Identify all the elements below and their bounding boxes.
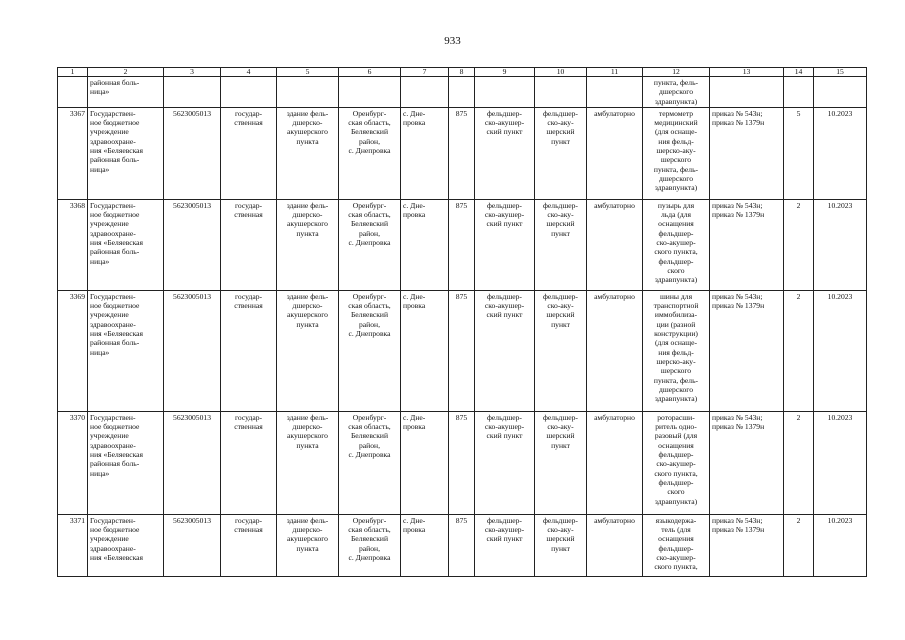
cell-item: пузырь для льда (для оснащения фельдшер- ско-акушер- ского пункта, фельдшер- ского здравпункта) — [643, 199, 710, 290]
table-row — [58, 199, 867, 290]
cell-locality: с. Дне- провка — [401, 199, 449, 290]
column-header: 1 — [58, 68, 88, 77]
cell-address: Оренбург- ская область, Беляевский район, с. Днепровка — [339, 514, 401, 576]
cell-subunit: фельдшер- ско-аку- шерский пункт — [535, 107, 587, 199]
page-number: 933 — [444, 35, 461, 47]
cell-building: здание фель- дшерско- акушерского пункта — [277, 514, 339, 576]
cell-item: пункта, фель- дшерского здравпункта) — [643, 77, 710, 108]
column-header: 6 — [339, 68, 401, 77]
cell-basis: приказ № 543н; приказ № 1379н — [710, 411, 784, 514]
cell-unit: фельдшер- ско-акушер- ский пункт — [475, 107, 535, 199]
cell-org: Государствен- ное бюджетное учреждение здравоохране- ния «Беляевская районная боль- ница» — [88, 199, 164, 290]
cell-qty: 2 — [784, 199, 814, 290]
cell-ownership: государ- ственная — [221, 411, 277, 514]
cell-locality: с. Дне- провка — [401, 411, 449, 514]
column-header: 3 — [164, 68, 221, 77]
cell-unit: фельдшер- ско-акушер- ский пункт — [475, 514, 535, 576]
cell-code: 875 — [449, 107, 475, 199]
column-header: 2 — [88, 68, 164, 77]
cell-ownership: государ- ственная — [221, 107, 277, 199]
cell-num: 3367 — [58, 107, 88, 199]
table-row — [58, 411, 867, 514]
cell-subunit: фельдшер- ско-аку- шерский пункт — [535, 290, 587, 411]
cell-address: Оренбург- ская область, Беляевский район, с. Днепровка — [339, 199, 401, 290]
cell-inn: 5623005013 — [164, 411, 221, 514]
cell-num: 3371 — [58, 514, 88, 576]
cell-num: 3370 — [58, 411, 88, 514]
cell-org: районная боль- ница» — [88, 77, 164, 108]
cell-locality: с. Дне- провка — [401, 290, 449, 411]
cell-care: амбулаторно — [587, 411, 643, 514]
cell-inn: 5623005013 — [164, 290, 221, 411]
cell-inn: 5623005013 — [164, 107, 221, 199]
cell-address: Оренбург- ская область, Беляевский район, с. Днепровка — [339, 290, 401, 411]
cell-num: 3369 — [58, 290, 88, 411]
cell-care: амбулаторно — [587, 107, 643, 199]
cell-locality: с. Дне- провка — [401, 107, 449, 199]
cell-basis: приказ № 543н; приказ № 1379н — [710, 290, 784, 411]
cell-care: амбулаторно — [587, 199, 643, 290]
cell-basis: приказ № 543н; приказ № 1379н — [710, 199, 784, 290]
cell-date: 10.2023 — [814, 290, 867, 411]
cell-org: Государствен- ное бюджетное учреждение здравоохране- ния «Беляевская районная боль- ница» — [88, 290, 164, 411]
cell-care: амбулаторно — [587, 290, 643, 411]
cell-building: здание фель- дшерско- акушерского пункта — [277, 107, 339, 199]
cell-date: 10.2023 — [814, 199, 867, 290]
cell-care: амбулаторно — [587, 514, 643, 576]
cell-code: 875 — [449, 199, 475, 290]
cell-date: 10.2023 — [814, 411, 867, 514]
cell-code: 875 — [449, 514, 475, 576]
cell-inn: 5623005013 — [164, 199, 221, 290]
cell-qty: 2 — [784, 290, 814, 411]
column-header: 15 — [814, 68, 867, 77]
cell-subunit: фельдшер- ско-аку- шерский пункт — [535, 514, 587, 576]
cell-unit: фельдшер- ско-акушер- ский пункт — [475, 290, 535, 411]
cell-inn: 5623005013 — [164, 514, 221, 576]
column-header: 13 — [710, 68, 784, 77]
cell-date: 10.2023 — [814, 107, 867, 199]
cell-unit: фельдшер- ско-акушер- ский пункт — [475, 411, 535, 514]
cell-org: Государствен- ное бюджетное учреждение здравоохране- ния «Беляевская районная боль- ница» — [88, 411, 164, 514]
cell-locality: с. Дне- провка — [401, 514, 449, 576]
cell-qty: 2 — [784, 514, 814, 576]
cell-date: 10.2023 — [814, 514, 867, 576]
cell-subunit: фельдшер- ско-аку- шерский пункт — [535, 199, 587, 290]
cell-ownership: государ- ственная — [221, 199, 277, 290]
cell-ownership: государ- ственная — [221, 514, 277, 576]
column-header: 9 — [475, 68, 535, 77]
cell-qty: 2 — [784, 411, 814, 514]
cell-org: Государствен- ное бюджетное учреждение здравоохране- ния «Беляевская — [88, 514, 164, 576]
cell-qty: 5 — [784, 107, 814, 199]
table-row — [58, 514, 867, 576]
column-header: 11 — [587, 68, 643, 77]
cell-unit: фельдшер- ско-акушер- ский пункт — [475, 199, 535, 290]
cell-item: роторасши- ритель одно- разовый (для оснащения фельдшер- ско-акушер- ского пункта, фельдшер- ского здравпункта) — [643, 411, 710, 514]
cell-item: термометр медицинский (для оснаще- ния фельд- шерско-аку- шерского пункта, фель- дшерского здравпункта) — [643, 107, 710, 199]
cell-building: здание фель- дшерско- акушерского пункта — [277, 411, 339, 514]
column-header: 4 — [221, 68, 277, 77]
table-row — [58, 107, 867, 199]
cell-item: шины для транспортной иммобилиза- ции (разной конструкции) (для оснаще- ния фельд- шерско-аку- шерского пункта, фель- дшерского здравпункта) — [643, 290, 710, 411]
table-row — [58, 290, 867, 411]
column-header: 5 — [277, 68, 339, 77]
cell-item: языкодержа- тель (для оснащения фельдшер- ско-акушер- ского пункта, — [643, 514, 710, 576]
cell-num: 3368 — [58, 199, 88, 290]
column-header: 12 — [643, 68, 710, 77]
cell-code: 875 — [449, 290, 475, 411]
continuation-row — [58, 77, 867, 108]
cell-num — [58, 77, 88, 108]
cell-ownership: государ- ственная — [221, 290, 277, 411]
cell-address: Оренбург- ская область, Беляевский район, с. Днепровка — [339, 411, 401, 514]
column-number-header — [58, 68, 867, 77]
column-header: 14 — [784, 68, 814, 77]
cell-subunit: фельдшер- ско-аку- шерский пункт — [535, 411, 587, 514]
cell-address: Оренбург- ская область, Беляевский район, с. Днепровка — [339, 107, 401, 199]
cell-building: здание фель- дшерско- акушерского пункта — [277, 199, 339, 290]
column-header: 10 — [535, 68, 587, 77]
column-header: 8 — [449, 68, 475, 77]
cell-code: 875 — [449, 411, 475, 514]
column-header: 7 — [401, 68, 449, 77]
cell-basis: приказ № 543н; приказ № 1379н — [710, 107, 784, 199]
cell-basis: приказ № 543н; приказ № 1379н — [710, 514, 784, 576]
registry-table — [57, 67, 867, 577]
cell-building: здание фель- дшерско- акушерского пункта — [277, 290, 339, 411]
cell-org: Государствен- ное бюджетное учреждение здравоохране- ния «Беляевская районная боль- ница» — [88, 107, 164, 199]
